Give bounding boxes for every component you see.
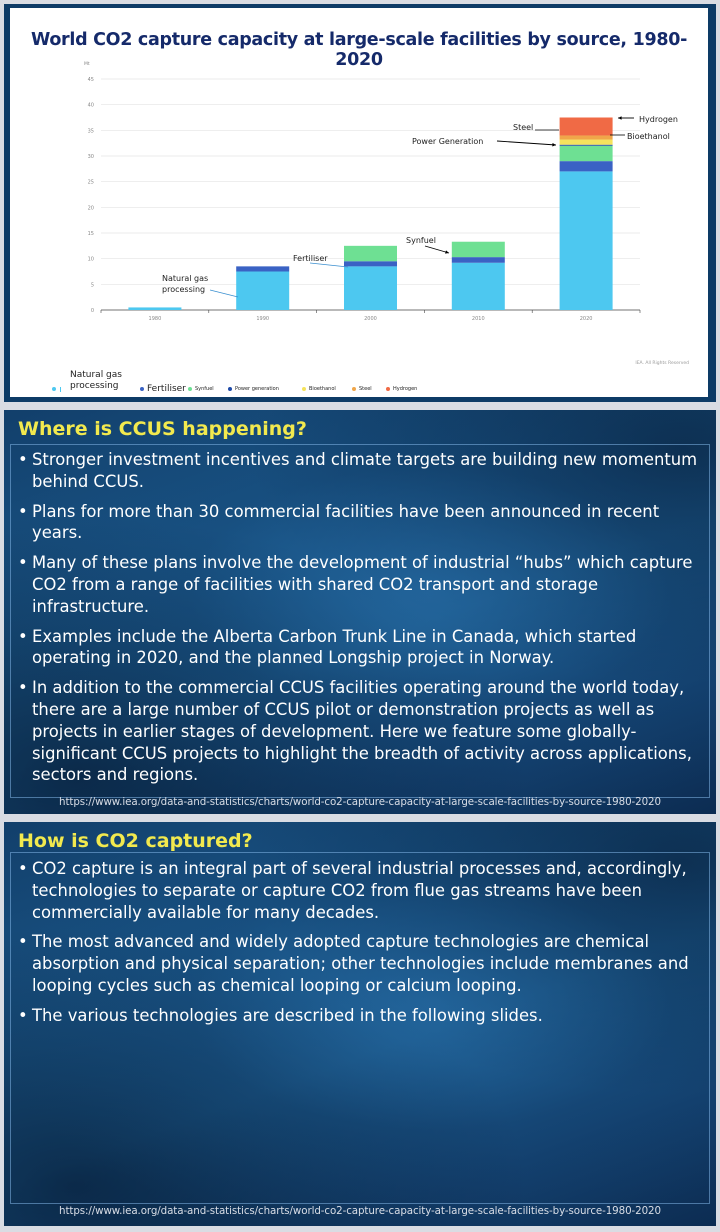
annotation-synfuel: Synfuel	[406, 236, 436, 245]
annotation-power-generation-arrow-head	[552, 143, 556, 146]
legend-swatch-synfuel	[188, 387, 192, 391]
annotation-fertiliser-leader	[310, 263, 348, 267]
legend-item-hydrogen	[386, 386, 417, 392]
bar-segment-power-generation	[560, 145, 613, 146]
y-tick-label: 30	[87, 154, 94, 160]
bullet-item: • The most advanced and widely adopted capture technologies are chemical absorption and physical separation; other technologies include membranes and looping cycles such as chemical looping or calcium looping.	[16, 931, 702, 996]
legend-item-bioethanol	[302, 386, 336, 392]
bullet-list	[16, 858, 702, 1035]
annotation-steel: Steel	[513, 123, 534, 132]
legend-item-synfuel	[188, 386, 214, 392]
legend-swatch-bioethanol	[302, 387, 306, 391]
x-tick-label: 1980	[148, 316, 162, 322]
bar-segment-natural-gas-processing	[236, 272, 289, 311]
bullet-list	[16, 449, 702, 794]
where-slide	[4, 410, 716, 814]
source-url: https://www.iea.org/data-and-statistics/charts/world-co2-capture-capacity-at-large-scale-facilities-by-source-1980-2020	[59, 796, 661, 808]
annotation-synfuel-arrow	[425, 246, 449, 253]
bar-segment-fertiliser	[452, 257, 505, 263]
annotation-hydrogen-arrow-head	[618, 116, 622, 119]
y-tick-label: 0	[90, 308, 94, 314]
y-tick-label: 15	[87, 231, 94, 237]
legend-label-fertiliser: Fertiliser	[147, 384, 186, 394]
bullet-item: • Many of these plans involve the development of industrial “hubs” which capture CO2 from a range of facilities with shared CO2 transport and storage infrastructure.	[16, 552, 702, 617]
annotation-hydrogen: Hydrogen	[639, 115, 678, 124]
annotation-natural-gas-line2: processing	[162, 285, 206, 294]
how-slide	[4, 822, 716, 1226]
annotation-power-generation-arrow	[497, 141, 556, 145]
bar-segment-hydrogen	[560, 118, 613, 136]
bullet-item: • CO2 capture is an integral part of several industrial processes and, accordingly, technologies to separate or capture CO2 from flue gas streams have been commercially available for many decades.	[16, 858, 702, 923]
annotation-fertiliser: Fertiliser	[293, 254, 328, 263]
annotation-natural-gas-line1: Natural gas	[162, 274, 209, 283]
legend-swatch-steel	[352, 387, 356, 391]
legend-item-fertiliser	[140, 384, 186, 394]
legend-item-power-generation	[228, 386, 279, 392]
legend-label-bioethanol: Bioethanol	[309, 386, 336, 392]
legend-swatch-fertiliser	[140, 387, 144, 391]
bar-segment-fertiliser	[560, 161, 613, 171]
bullet-item: • Examples include the Alberta Carbon Trunk Line in Canada, which started operating in 2020, and the planned Longship project in Norway.	[16, 626, 702, 670]
annotation-natural-gas-leader	[210, 290, 238, 297]
bar-segment-natural-gas-processing	[560, 171, 613, 310]
slide-heading: Where is CCUS happening?	[18, 418, 307, 440]
chart-title: World CO2 capture capacity at large-scale facilities by source, 1980-2020	[30, 30, 688, 70]
bar-segment-natural-gas-processing	[344, 266, 397, 310]
y-tick-label: 20	[87, 205, 94, 212]
legend-swatch-power-generation	[228, 387, 232, 391]
bullet-item: • In addition to the commercial CCUS facilities operating around the world today, there are a large number of CCUS pilot or demonstration projects as well as projects in earlier stages of development. Here we feature some globally-significant CCUS projects to highlight the breadth of activity across applications, sectors and regions.	[16, 677, 702, 786]
legend-label-natural-gas-l1: Natural gas	[70, 370, 122, 380]
bullet-item: • Plans for more than 30 commercial facilities have been announced in recent years.	[16, 501, 702, 545]
x-tick-label: 2010	[471, 316, 485, 322]
chart-panel	[10, 8, 708, 397]
y-axis-label: Mt	[84, 62, 90, 67]
legend-label-synfuel: Synfuel	[195, 386, 214, 392]
y-tick-label: 5	[90, 282, 94, 289]
y-tick-label: 35	[87, 128, 94, 135]
legend-item-steel	[352, 386, 372, 392]
bar-segment-synfuel	[560, 146, 613, 161]
legend-label-steel: Steel	[359, 386, 372, 392]
legend-label-power-generation: Power generation	[235, 386, 279, 392]
bar-segment-fertiliser	[344, 261, 397, 266]
annotation-power-generation: Power Generation	[412, 137, 484, 146]
legend-item-natural-gas	[52, 370, 122, 392]
legend-swatch-hydrogen	[386, 387, 390, 391]
bullet-item: • The various technologies are described in the following slides.	[16, 1005, 702, 1027]
copyright-note: IEA. All Rights Reserved	[635, 361, 689, 366]
y-tick-label: 40	[87, 102, 94, 109]
chart-legend	[48, 370, 688, 400]
bar-segment-bioethanol	[560, 140, 613, 145]
bar-segment-synfuel	[344, 246, 397, 261]
y-tick-label: 10	[87, 256, 94, 263]
chart-slide	[4, 4, 716, 402]
x-tick-label: 1990	[256, 316, 270, 322]
x-tick-label: 2020	[579, 316, 593, 322]
legend-label-hydrogen: Hydrogen	[393, 386, 418, 392]
bullet-item: • Stronger investment incentives and climate targets are building new momentum behind CCUS.	[16, 449, 702, 493]
bar-segment-synfuel	[452, 242, 505, 257]
y-tick-label: 45	[87, 77, 94, 83]
bar-segment-natural-gas-processing	[452, 263, 505, 310]
slide-heading: How is CO2 captured?	[18, 830, 253, 852]
source-url: https://www.iea.org/data-and-statistics/charts/world-co2-capture-capacity-at-large-scale-facilities-by-source-1980-2020	[59, 1205, 661, 1217]
y-tick-label: 25	[87, 179, 94, 186]
bar-segment-fertiliser	[236, 266, 289, 271]
x-tick-label: 2000	[364, 316, 377, 322]
bar-segment-natural-gas-processing	[128, 307, 181, 310]
annotation-bioethanol: Bioethanol	[627, 132, 670, 141]
chart-canvas	[10, 8, 708, 397]
legend-label-natural-gas-l2: processing	[70, 381, 119, 391]
bar-segment-steel	[560, 135, 613, 139]
